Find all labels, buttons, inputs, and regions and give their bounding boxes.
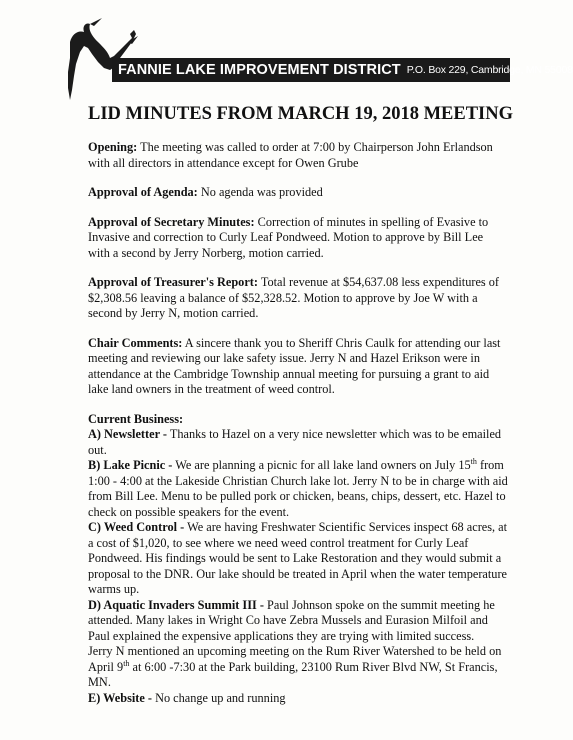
website-text: No change up and running — [155, 690, 286, 705]
picnic-date-suffix: th — [470, 456, 477, 466]
document-title: LID MINUTES FROM MARCH 19, 2018 MEETING — [88, 104, 513, 124]
weed-control-text: We are having Freshwater Scientific Services inspect 68 acres, at a cost of $1,020, to see where we need weed control treatment for Curly Leaf Pondweed. His findings would be sent to Lake Restoration and they would submit a proposal to the DNR. Our lake should be treated in April when the water temperature warms up. — [88, 520, 508, 596]
opening-label: Opening: — [88, 140, 138, 154]
newsletter-text: Thanks to Hazel on a very nice newsletter which was to be emailed out. — [88, 427, 502, 457]
agenda-label: Approval of Agenda: — [88, 185, 198, 199]
org-address: P.O. Box 229, Cambridge, MN 55008 — [406, 64, 573, 76]
chair-section — [88, 336, 508, 398]
summit-item — [88, 598, 508, 691]
summit-date-suffix: th — [123, 658, 130, 668]
org-banner — [112, 58, 573, 82]
chair-label: Chair Comments: — [88, 335, 183, 350]
summit-text: Paul Johnson spoke on the summit meeting he attended. Many lakes in Wright Co have Zebra Mussels and Eurasion Milfoil and Paul explained the expensive applications they are trying with limited success. — [88, 597, 495, 643]
org-name: FANNIE LAKE IMPROVEMENT DISTRICT — [118, 62, 401, 78]
treasurer-label: Approval of Treasurer's Report: — [88, 275, 258, 289]
picnic-item — [88, 458, 508, 520]
picnic-text: We are planning a picnic for all lake land owners on July 15 — [175, 458, 471, 472]
weed-control-label: C) Weed Control - — [88, 520, 185, 534]
agenda-section — [88, 185, 508, 201]
treasurer-section — [88, 275, 508, 322]
opening-section — [88, 140, 508, 171]
website-label: E) Website - — [88, 690, 152, 705]
secretary-label: Approval of Secretary Minutes: — [88, 214, 255, 229]
current-business-heading: Current Business: — [88, 411, 184, 426]
picnic-label: B) Lake Picnic - — [88, 458, 173, 472]
agenda-text: No agenda was provided — [200, 185, 323, 199]
newsletter-label: A) Newsletter - — [88, 427, 167, 441]
summit-watershed-text: Jerry N mentioned an upcoming meeting on the Rum River Watershed to be held on April 9 — [88, 644, 502, 674]
treasurer-text: Total revenue at $54,637.08 less expenditures of $2,308.56 leaving a balance of $52,328.52. Motion to approve by Joe W with a second by Jerry N, motion carried. — [88, 275, 500, 320]
summit-watershed-text-cont: at 6:00 -7:30 at the Park building, 23100 Rum River Blvd NW, St Francis, MN. — [88, 659, 498, 689]
website-item — [88, 691, 508, 707]
newsletter-item — [88, 427, 508, 458]
opening-text: The meeting was called to order at 7:00 by Chairperson John Erlandson with all directors in attendance except for Owen Grube — [88, 140, 493, 170]
minutes-body — [88, 140, 508, 706]
chair-text: A sincere thank you to Sheriff Chris Caulk for attending our last meeting and reviewing our lake safety issue. Jerry N and Hazel Erikson were in attendance at the Cambridge Township annual meeting for pursuing a grant to aid lake land owners in the treatment of weed control. — [88, 335, 501, 396]
picnic-text-cont: from 1:00 - 4:00 at the Lakeside Christian Church lake lot. Jerry N to be in charge with aid from Bill Lee. Menu to be pulled pork or chicken, beans, chips, dessert, etc. Hazel to check on possible speakers for the event. — [88, 458, 508, 519]
secretary-section — [88, 215, 508, 262]
summit-label: D) Aquatic Invaders Summit III - — [88, 597, 264, 612]
current-business-section — [88, 412, 508, 707]
weed-control-item — [88, 520, 508, 598]
heron-silhouette-icon — [62, 12, 142, 102]
secretary-text: Correction of minutes in spelling of Evasive to Invasive and correction to Curly Leaf Pondweed. Motion to approve by Bill Lee with a second by Jerry Norberg, motion carried. — [88, 214, 489, 260]
